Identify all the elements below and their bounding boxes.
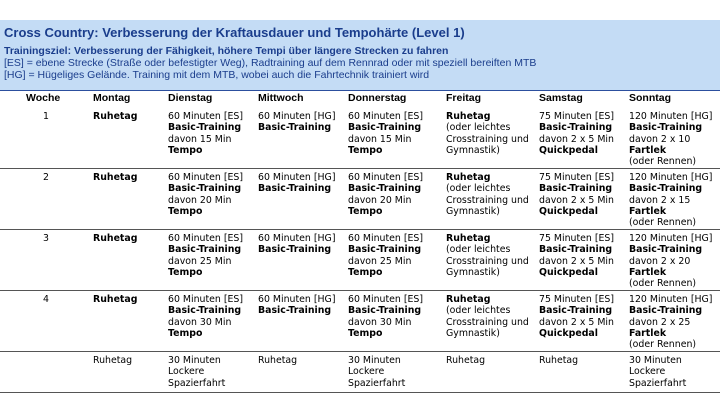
cell-freitag-line: (oder leichtes <box>446 183 511 195</box>
cell-freitag-line: Ruhetag <box>446 294 491 305</box>
cell-sonntag <box>629 111 712 167</box>
cell-samstag-line: davon 2 x 5 Min <box>539 316 614 328</box>
cell-donnerstag-line: Tempo <box>348 266 383 278</box>
cell-donnerstag-line: davon 15 Min <box>348 133 412 145</box>
col-header-sonntag: Sonntag <box>629 92 671 104</box>
cell-samstag <box>539 111 614 156</box>
row-divider <box>0 229 720 230</box>
cell-sonntag-line: 120 Minuten [HG] <box>629 172 713 183</box>
cell-sonntag-line: (oder Rennen) <box>629 217 697 229</box>
cell-sonntag-line: Basic-Training <box>629 183 703 195</box>
cell-last-samstag: Ruhetag <box>539 355 579 366</box>
cell-donnerstag <box>348 111 423 156</box>
cell-mittwoch-line: Basic-Training <box>258 244 332 256</box>
cell-mittwoch-line: 60 Minuten [HG] <box>258 294 336 305</box>
cell-freitag-line: Gymnastik) <box>446 205 500 217</box>
cell-donnerstag-line: davon 20 Min <box>348 194 412 206</box>
cell-dienstag <box>168 172 243 217</box>
cell-samstag-line: Quickpedal <box>539 327 598 339</box>
cell-samstag-line: Basic-Training <box>539 305 613 317</box>
cell-sonntag-line: 120 Minuten [HG] <box>629 233 713 244</box>
cell-donnerstag-line: Basic-Training <box>348 244 422 256</box>
cell-mittwoch <box>258 233 335 256</box>
cell-freitag-line: Crosstraining und <box>446 133 529 145</box>
cell-samstag-line: davon 2 x 5 Min <box>539 133 614 145</box>
cell-samstag <box>539 172 614 217</box>
cell-dienstag-line: Basic-Training <box>168 305 242 317</box>
week-number: 2 <box>43 172 49 183</box>
cell-freitag-line: (oder leichtes <box>446 122 511 134</box>
cell-dienstag-line: Tempo <box>168 327 203 339</box>
cell-freitag-line: Gymnastik) <box>446 266 500 278</box>
cell-samstag-line: Quickpedal <box>539 266 598 278</box>
cell-mittwoch <box>258 111 335 134</box>
plan-title: Cross Country: Verbesserung der Kraftausdauer und Tempohärte (Level 1) <box>4 25 465 40</box>
cell-dienstag-line: 60 Minuten [ES] <box>168 111 244 122</box>
cell-donnerstag <box>348 294 423 339</box>
cell-donnerstag-line: Tempo <box>348 327 383 339</box>
table-bottom-border <box>0 392 720 393</box>
row-divider <box>0 168 720 169</box>
cell-samstag-line: davon 2 x 5 Min <box>539 194 614 206</box>
cell-freitag <box>446 111 529 156</box>
cell-donnerstag-line: 60 Minuten [ES] <box>348 172 424 183</box>
cell-freitag-line: Crosstraining und <box>446 194 529 206</box>
cell-sonntag-line: Fartlek <box>629 144 667 156</box>
cell-donnerstag-line: 60 Minuten [ES] <box>348 111 424 122</box>
cell-donnerstag <box>348 233 423 278</box>
cell-dienstag <box>168 233 243 278</box>
header-divider <box>0 90 720 91</box>
cell-last-sonntag-line: Spazierfahrt <box>629 377 687 389</box>
cell-dienstag-line: davon 15 Min <box>168 133 232 145</box>
cell-dienstag-line: davon 30 Min <box>168 316 232 328</box>
week-number: 4 <box>43 294 49 305</box>
legend-es: [ES] = ebene Strecke (Straße oder befestigter Weg), Radtraining auf dem Rennrad oder mit speziell bereiften MTB <box>4 57 537 69</box>
cell-dienstag-line: 60 Minuten [ES] <box>168 233 244 244</box>
cell-freitag <box>446 233 529 278</box>
cell-freitag-line: (oder leichtes <box>446 244 511 256</box>
plan-header <box>0 20 720 104</box>
cell-sonntag-line: (oder Rennen) <box>629 339 697 351</box>
cell-last-freitag: Ruhetag <box>446 355 486 366</box>
cell-dienstag-line: davon 20 Min <box>168 194 232 206</box>
cell-dienstag-line: davon 25 Min <box>168 255 232 267</box>
cell-sonntag-line: 120 Minuten [HG] <box>629 111 713 122</box>
cell-donnerstag-line: 60 Minuten [ES] <box>348 294 424 305</box>
week-number: 1 <box>43 111 49 122</box>
cell-dienstag-line: Basic-Training <box>168 183 242 195</box>
training-goal: Trainingsziel: Verbesserung der Fähigkeit, höhere Tempi über längere Strecken zu fahren <box>4 45 449 57</box>
cell-last-sonntag <box>629 355 686 389</box>
cell-dienstag <box>168 294 243 339</box>
col-header-woche: Woche <box>26 92 61 104</box>
cell-samstag <box>539 294 614 339</box>
cell-mittwoch-line: Basic-Training <box>258 122 332 134</box>
cell-mittwoch-line: 60 Minuten [HG] <box>258 111 336 122</box>
cell-mittwoch <box>258 294 335 317</box>
cell-sonntag-line: davon 2 x 15 <box>629 194 691 206</box>
cell-last-donnerstag-line: Lockere <box>348 366 385 378</box>
cell-sonntag-line: davon 2 x 25 <box>629 316 691 328</box>
cell-dienstag-line: 60 Minuten [ES] <box>168 294 244 305</box>
cell-sonntag-line: (oder Rennen) <box>629 156 697 168</box>
cell-donnerstag-line: Basic-Training <box>348 305 422 317</box>
cell-samstag-line: Quickpedal <box>539 144 598 156</box>
cell-samstag-line: 75 Minuten [ES] <box>539 111 615 122</box>
col-header-montag: Montag <box>93 92 131 104</box>
legend-hg: [HG] = Hügeliges Gelände. Training mit dem MTB, wobei auch die Fahrtechnik trainiert wird <box>4 69 430 81</box>
cell-last-mittwoch: Ruhetag <box>258 355 298 366</box>
cell-samstag-line: Basic-Training <box>539 122 613 134</box>
cell-last-sonntag-line: Lockere <box>629 366 666 378</box>
cell-sonntag-line: davon 2 x 10 <box>629 133 691 145</box>
cell-freitag-line: Ruhetag <box>446 233 491 244</box>
cell-dienstag-line: Tempo <box>168 205 203 217</box>
col-header-dienstag: Dienstag <box>168 92 213 104</box>
cell-sonntag-line: Fartlek <box>629 266 667 278</box>
cell-dienstag-line: Tempo <box>168 144 203 156</box>
cell-sonntag-line: (oder Rennen) <box>629 278 697 290</box>
cell-last-dienstag-line: 30 Minuten <box>168 355 221 366</box>
cell-sonntag-line: Fartlek <box>629 327 667 339</box>
cell-dienstag-line: Basic-Training <box>168 244 242 256</box>
cell-freitag <box>446 172 529 217</box>
cell-donnerstag-line: 60 Minuten [ES] <box>348 233 424 244</box>
cell-donnerstag-line: Tempo <box>348 144 383 156</box>
cell-donnerstag <box>348 172 423 217</box>
cell-sonntag-line: Basic-Training <box>629 122 703 134</box>
cell-last-dienstag-line: Lockere <box>168 366 205 378</box>
cell-freitag-line: Crosstraining und <box>446 316 529 328</box>
cell-mittwoch-line: Basic-Training <box>258 183 332 195</box>
cell-sonntag-line: Basic-Training <box>629 305 703 317</box>
cell-samstag <box>539 233 614 278</box>
cell-last-donnerstag-line: Spazierfahrt <box>348 377 406 389</box>
cell-mittwoch-line: 60 Minuten [HG] <box>258 172 336 183</box>
cell-freitag <box>446 294 529 339</box>
cell-last-montag: Ruhetag <box>93 355 133 366</box>
cell-montag: Ruhetag <box>93 111 138 122</box>
col-header-donnerstag: Donnerstag <box>348 92 407 104</box>
cell-mittwoch-line: 60 Minuten [HG] <box>258 233 336 244</box>
cell-sonntag-line: davon 2 x 20 <box>629 255 691 267</box>
cell-montag: Ruhetag <box>93 233 138 244</box>
cell-donnerstag-line: Tempo <box>348 205 383 217</box>
cell-last-dienstag-line: Spazierfahrt <box>168 377 226 389</box>
cell-sonntag <box>629 172 712 228</box>
cell-freitag-line: Ruhetag <box>446 111 491 122</box>
cell-freitag-line: Crosstraining und <box>446 255 529 267</box>
cell-sonntag-line: Basic-Training <box>629 244 703 256</box>
cell-donnerstag-line: Basic-Training <box>348 122 422 134</box>
cell-freitag-line: Gymnastik) <box>446 144 500 156</box>
cell-freitag-line: (oder leichtes <box>446 305 511 317</box>
cell-sonntag-line: 120 Minuten [HG] <box>629 294 713 305</box>
cell-samstag-line: Basic-Training <box>539 244 613 256</box>
cell-samstag-line: davon 2 x 5 Min <box>539 255 614 267</box>
cell-dienstag <box>168 111 243 156</box>
row-divider <box>0 351 720 352</box>
cell-samstag-line: 75 Minuten [ES] <box>539 233 615 244</box>
cell-last-donnerstag-line: 30 Minuten <box>348 355 401 366</box>
cell-last-donnerstag <box>348 355 405 389</box>
cell-samstag-line: 75 Minuten [ES] <box>539 294 615 305</box>
cell-dienstag-line: Basic-Training <box>168 122 242 134</box>
cell-dienstag-line: Tempo <box>168 266 203 278</box>
cell-last-dienstag <box>168 355 225 389</box>
cell-samstag-line: Quickpedal <box>539 205 598 217</box>
cell-montag: Ruhetag <box>93 294 138 305</box>
col-header-freitag: Freitag <box>446 92 482 104</box>
cell-freitag-line: Ruhetag <box>446 172 491 183</box>
cell-sonntag <box>629 233 712 289</box>
cell-donnerstag-line: davon 25 Min <box>348 255 412 267</box>
cell-mittwoch-line: Basic-Training <box>258 305 332 317</box>
cell-samstag-line: Basic-Training <box>539 183 613 195</box>
cell-last-sonntag-line: 30 Minuten <box>629 355 682 366</box>
cell-sonntag-line: Fartlek <box>629 205 667 217</box>
cell-dienstag-line: 60 Minuten [ES] <box>168 172 244 183</box>
cell-montag: Ruhetag <box>93 172 138 183</box>
cell-sonntag <box>629 294 712 350</box>
week-number: 3 <box>43 233 49 244</box>
cell-donnerstag-line: Basic-Training <box>348 183 422 195</box>
cell-donnerstag-line: davon 30 Min <box>348 316 412 328</box>
col-header-samstag: Samstag <box>539 92 583 104</box>
cell-mittwoch <box>258 172 335 195</box>
cell-samstag-line: 75 Minuten [ES] <box>539 172 615 183</box>
col-header-mittwoch: Mittwoch <box>258 92 304 104</box>
cell-freitag-line: Gymnastik) <box>446 327 500 339</box>
row-divider <box>0 290 720 291</box>
